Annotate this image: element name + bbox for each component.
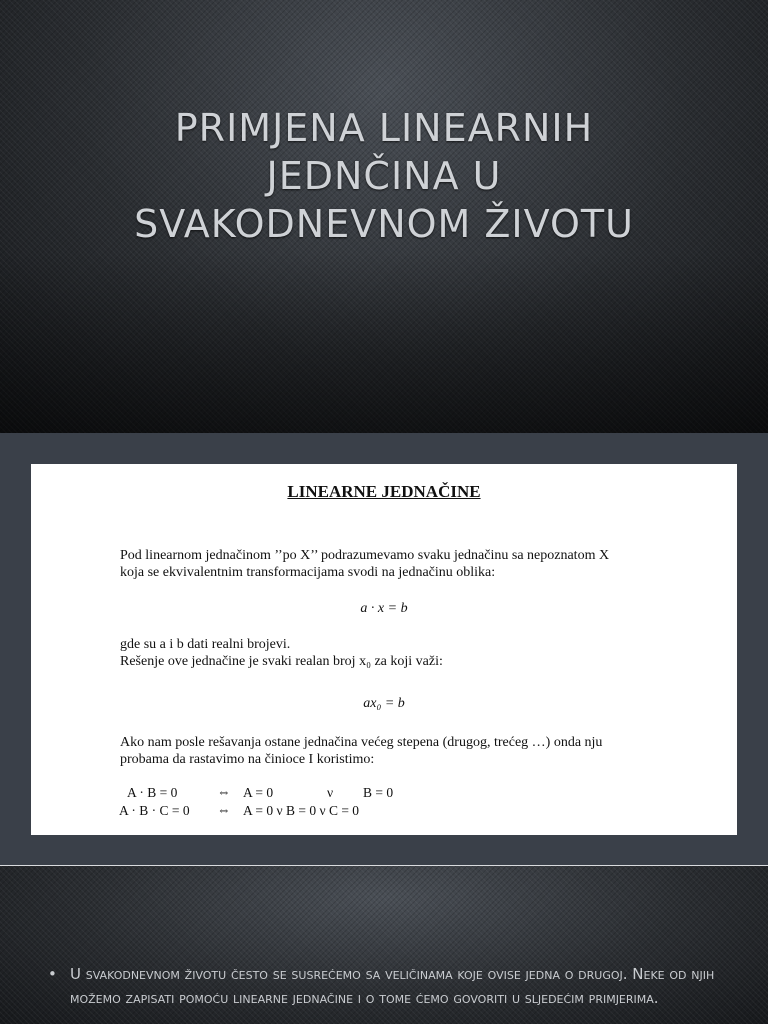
paragraph-3-line-2: probama da rastavimo na činioce I koristimo: xyxy=(120,752,375,767)
rule1-or: ν xyxy=(327,785,334,800)
document-heading: LINEARNE JEDNAČINE xyxy=(287,482,481,501)
bullet-item xyxy=(48,962,748,1010)
slide-title xyxy=(0,104,768,248)
equivalence-arrow-icon: ⇔ xyxy=(217,784,231,799)
rule1-b: B = 0 xyxy=(363,785,394,800)
paragraph-2-line-1: gde su a i b dati realni brojevi. xyxy=(120,637,291,652)
rule1-left: A · B = 0 xyxy=(127,785,178,800)
bullet-icon: • xyxy=(48,965,57,983)
rule2-rhs: A = 0 ν B = 0 ν C = 0 xyxy=(243,803,360,818)
title-line-2: JEDNČINA U xyxy=(266,154,502,198)
bullet-text: U svakodnevnom životu često se susrećemo sa veličinama koje ovise jedna o drugoj. Neke od njih možemo zapisati pomoću linearne jednačine i o tome ćemo govoriti u sljedećim primjerima. xyxy=(70,965,715,1007)
paragraph-3-line-1: Ako nam posle rešavanja ostane jednačina većeg stepena (drugog, trećeg …) onda nju xyxy=(120,735,603,750)
paragraph-2-line-2: Rešenje ove jednačine je svaki realan broj x₀ za koji važi: xyxy=(120,654,443,669)
document-slide xyxy=(0,433,768,865)
paragraph-1-line-1: Pod linearnom jednačinom ’’po X’’ podrazumevamo svaku jednačinu sa nepoznatom X xyxy=(120,548,610,563)
title-slide xyxy=(0,0,768,433)
content-slide xyxy=(0,866,768,1024)
equivalence-arrow-icon: ⇔ xyxy=(217,802,231,817)
paragraph-1-line-2: koja se ekvivalentnim transformacijama svodi na jednačinu oblika: xyxy=(120,565,496,580)
equation-ax-b: a · x = b xyxy=(360,601,408,616)
title-line-1: PRIMJENA LINEARNIH xyxy=(174,106,594,150)
title-line-3: SVAKODNEVNOM ŽIVOTU xyxy=(134,202,634,246)
document-image xyxy=(31,464,737,835)
rule2-left: A · B · C = 0 xyxy=(119,803,190,818)
rule1-a: A = 0 xyxy=(243,785,274,800)
slide-shadow xyxy=(0,253,768,433)
equation-ax0-b: ax₀ = b xyxy=(363,696,405,711)
